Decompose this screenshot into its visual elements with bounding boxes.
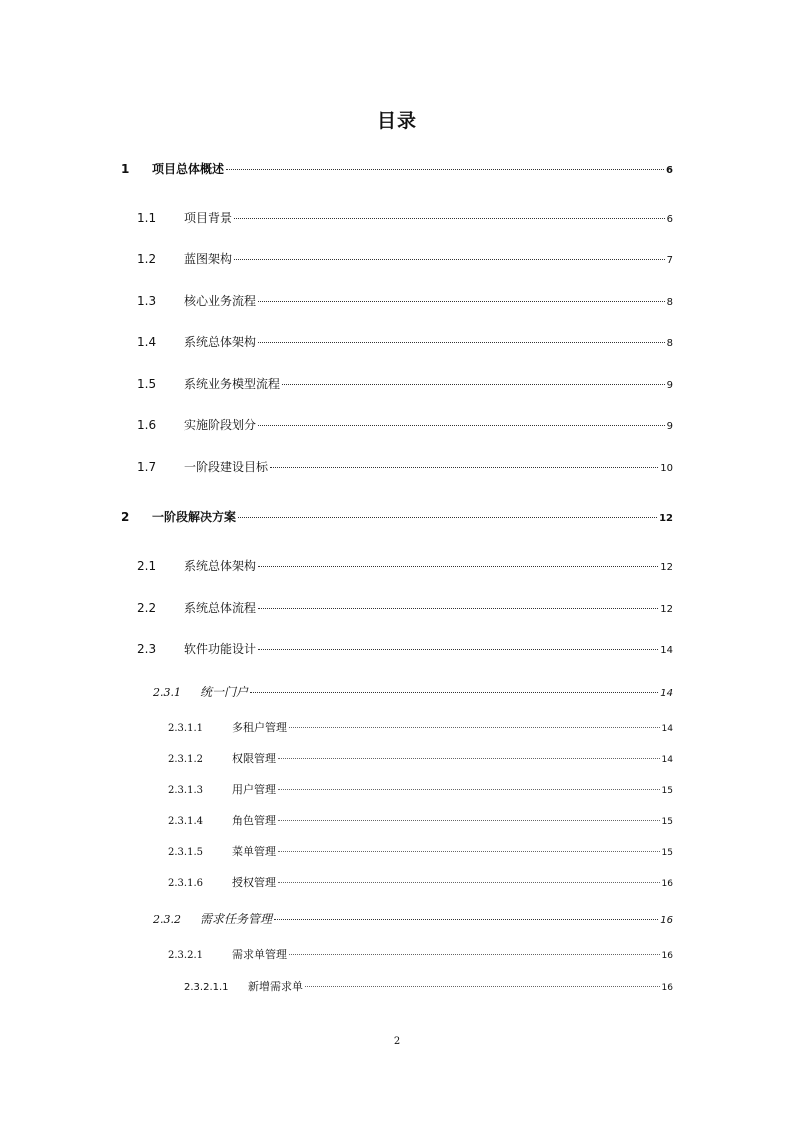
toc-entry-2-3-2[interactable] <box>153 910 673 927</box>
toc-entry-1-7[interactable] <box>137 458 673 475</box>
page-number: 2 <box>393 1036 401 1047</box>
toc-entry-page: 16 <box>660 915 673 926</box>
toc-entry-page: 16 <box>661 983 673 993</box>
toc-entry-2-3-1-3[interactable] <box>168 781 673 797</box>
toc-entry-number: 2.3.1.1 <box>168 723 203 734</box>
toc-entry-number: 2.3.2 <box>153 913 181 926</box>
toc-entry-page: 15 <box>661 848 673 858</box>
toc-leader-dots <box>258 301 665 302</box>
toc-entry-page: 15 <box>661 786 673 796</box>
toc-entry-number: 2.3.1 <box>153 686 181 699</box>
toc-entry-page: 6 <box>666 214 673 225</box>
toc-leader-dots <box>258 342 665 343</box>
toc-entry-title: 系统总体架构 <box>184 335 257 349</box>
toc-entry-2-2[interactable] <box>137 599 673 616</box>
toc-entry-page: 9 <box>666 380 673 391</box>
toc-leader-dots <box>258 649 658 650</box>
toc-entry-1[interactable] <box>121 160 673 177</box>
toc-entry-number: 2.3.1.3 <box>168 785 203 796</box>
page-title: 目录 <box>376 110 417 132</box>
toc-leader-dots <box>258 425 665 426</box>
toc-entry-1-4[interactable] <box>137 333 673 350</box>
toc-entry-number: 1.7 <box>137 460 157 474</box>
toc-entry-2-1[interactable] <box>137 557 673 574</box>
toc-entry-page: 15 <box>661 817 673 827</box>
toc-entry-title: 蓝图架构 <box>184 252 233 266</box>
toc-entry-number: 1 <box>121 162 130 176</box>
toc-entry-title: 软件功能设计 <box>184 642 257 656</box>
toc-entry-2-3-1-5[interactable] <box>168 843 673 859</box>
toc-entry-number: 2.3.2.1 <box>168 950 203 961</box>
toc-leader-dots <box>270 467 658 468</box>
toc-entry-2-3-1-4[interactable] <box>168 812 673 828</box>
toc-entry-2[interactable] <box>121 508 673 525</box>
toc-leader-dots <box>234 218 665 219</box>
toc-entry-2-3-2-1[interactable] <box>168 946 673 962</box>
toc-entry-page: 14 <box>660 688 673 699</box>
toc-entry-title: 项目背景 <box>184 211 233 225</box>
toc-entry-title: 用户管理 <box>232 783 276 796</box>
toc-entry-number: 2.3 <box>137 642 157 656</box>
toc-entry-2-3-1-1[interactable] <box>168 719 673 735</box>
toc-entry-2-3-2-1-1[interactable] <box>184 978 673 994</box>
toc-entry-page: 14 <box>660 645 673 656</box>
toc-entry-title: 实施阶段划分 <box>184 418 257 432</box>
toc-entry-title: 统一门户 <box>200 685 249 699</box>
toc-leader-dots <box>250 692 658 693</box>
toc-entry-page: 14 <box>661 724 673 734</box>
toc-entry-1-6[interactable] <box>137 416 673 433</box>
toc-entry-title: 权限管理 <box>232 752 276 765</box>
toc-entry-number: 2.3.1.6 <box>168 878 203 889</box>
toc-entry-title: 多租户管理 <box>232 721 287 734</box>
toc-entry-page: 10 <box>660 463 673 474</box>
toc-entry-page: 6 <box>666 165 673 176</box>
toc-leader-dots <box>278 789 660 790</box>
toc-entry-title: 一阶段建设目标 <box>184 460 269 474</box>
toc-entry-title: 菜单管理 <box>232 845 276 858</box>
toc-entry-number: 1.4 <box>137 335 157 349</box>
toc-entry-1-2[interactable] <box>137 250 673 267</box>
toc-entry-page: 14 <box>661 755 673 765</box>
toc-entry-2-3-1[interactable] <box>153 683 673 700</box>
toc-leader-dots <box>278 851 660 852</box>
toc-entry-title: 授权管理 <box>232 876 276 889</box>
toc-entry-title: 需求任务管理 <box>200 912 273 926</box>
toc-entry-number: 2.3.1.2 <box>168 754 203 765</box>
toc-entry-page: 8 <box>666 297 673 308</box>
toc-leader-dots <box>305 986 660 987</box>
toc-leader-dots <box>289 954 660 955</box>
toc-leader-dots <box>282 384 665 385</box>
toc-entry-title: 系统总体流程 <box>184 601 257 615</box>
toc-entry-2-3-1-2[interactable] <box>168 750 673 766</box>
toc-entry-number: 1.1 <box>137 211 157 225</box>
toc-entry-1-3[interactable] <box>137 292 673 309</box>
toc-leader-dots <box>258 608 658 609</box>
toc-entry-page: 7 <box>666 255 673 266</box>
toc-entry-title: 一阶段解决方案 <box>152 510 237 524</box>
toc-leader-dots <box>278 758 660 759</box>
toc-entry-title: 项目总体概述 <box>152 162 225 176</box>
toc-entry-number: 2 <box>121 510 130 524</box>
toc-leader-dots <box>226 169 664 170</box>
toc-entry-number: 1.3 <box>137 294 157 308</box>
toc-entry-title: 新增需求单 <box>248 980 303 993</box>
toc-entry-page: 16 <box>661 951 673 961</box>
toc-entry-title: 核心业务流程 <box>184 294 257 308</box>
toc-entry-page: 9 <box>666 421 673 432</box>
toc-entry-page: 12 <box>660 562 673 573</box>
toc-entry-number: 2.1 <box>137 559 157 573</box>
toc-entry-number: 1.6 <box>137 418 157 432</box>
toc-entry-title: 需求单管理 <box>232 948 287 961</box>
toc-entry-2-3[interactable] <box>137 640 673 657</box>
toc-entry-1-5[interactable] <box>137 375 673 392</box>
toc-leader-dots <box>289 727 660 728</box>
toc-entry-1-1[interactable] <box>137 209 673 226</box>
toc-leader-dots <box>278 882 660 883</box>
toc-leader-dots <box>238 517 657 518</box>
toc-entry-page: 12 <box>660 604 673 615</box>
toc-leader-dots <box>274 919 658 920</box>
toc-entry-title: 角色管理 <box>232 814 276 827</box>
toc-entry-page: 8 <box>666 338 673 349</box>
toc-entry-number: 2.3.2.1.1 <box>184 982 229 993</box>
toc-leader-dots <box>234 259 665 260</box>
toc-entry-number: 2.3.1.5 <box>168 847 203 858</box>
toc-entry-page: 12 <box>659 513 673 524</box>
toc-entry-number: 2.3.1.4 <box>168 816 203 827</box>
toc-entry-title: 系统总体架构 <box>184 559 257 573</box>
toc-leader-dots <box>278 820 660 821</box>
toc-leader-dots <box>258 566 658 567</box>
toc-entry-number: 1.5 <box>137 377 157 391</box>
toc-entry-number: 2.2 <box>137 601 157 615</box>
toc-entry-number: 1.2 <box>137 252 157 266</box>
toc-entry-2-3-1-6[interactable] <box>168 874 673 890</box>
toc-entry-title: 系统业务模型流程 <box>184 377 281 391</box>
toc-entry-page: 16 <box>661 879 673 889</box>
